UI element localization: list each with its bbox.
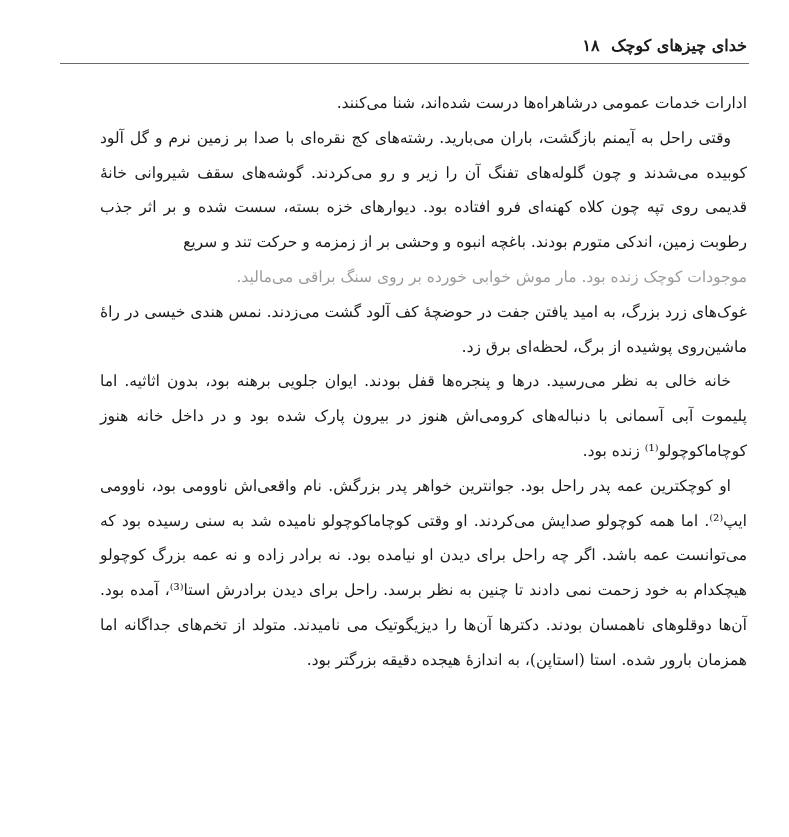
paragraph-faded: موجودات کوچک زنده بود. مار موش خوابی خورده بر روی سنگ براقی می‌مالید. <box>236 267 747 286</box>
paragraph: خانه خالی به نظر می‌رسید. درها و پنجره‌ها قفل بودند. ایوان جلویی برهنه بود، بدون اثاثیه. اما پلیموت آبی آسمانی با دنباله‌های کرومی‌اش هنوز در بیرون پارک شده بود و در داخل خانه هنوز کوچاماکوچولو⁽¹⁾ زنده بود. <box>100 372 747 460</box>
paragraph: غوک‌های زرد بزرگ، به امید یافتن جفت در حوضچهٔ کف آلود گشت می‌زدند. نمس هندی خیسی در راهٔ ماشین‌روی پوشیده از برگ، لحظه‌ای برق زد. <box>100 302 747 356</box>
paragraph: او کوچکترین عمه پدر راحل بود. جوانترین خواهر پدر بزرگش. نام واقعی‌اش ناوومی بود، ناوومی ایپ⁽²⁾. اما همه کوچولو صدایش می‌کردند. او وقتی کوچاماکوچولو نامیده شد به سنی رسیده بود که می‌توانست عمه باشد. اگر چه راحل برای دیدن او نیامده بود. نه برادر زاده و نه عمه بزرگ کوچولو هیچکدام به خود زحمت نمی دادند تا چنین به نظر برسد. راحل برای دیدن برادرش استا⁽³⁾، آمده بود. آن‌ها دوقلوهای ناهمسان بودند. دکترها آن‌ها را دیزیگوتیک می نامیدند. متولد از تخم‌های جداگانه اما همزمان بارور شده. استا (استاپن)، به اندازهٔ هیجده دقیقه بزرگتر بود. <box>100 476 747 669</box>
page-number: ۱۸ <box>582 36 600 55</box>
paragraph: وقتی راحل به آیمنم بازگشت، باران می‌بارید. رشته‌های کج نقره‌ای با صدا بر زمین نرم و گل آلود کوبیده می‌شدند و چون گلوله‌های تفنگ آن را زیر و رو می‌کردند. گوشه‌های سقف شیروانی خانهٔ قدیمی روی تپه چون کلاه کهنه‌ای فرو افتاده بود. دیوارهای خزه بسته، سست شده و بر اثر جذب رطوبت زمین، اندکی متورم بودند. باغچه انبوه و وحشی بر از زمزمه و حرکت تند و سریع <box>100 128 747 252</box>
paragraph: ادارات خدمات عمومی درشاهراه‌ها درست شده‌اند، شنا می‌کنند. <box>336 94 747 112</box>
running-header <box>582 36 747 55</box>
header-rule <box>60 63 749 64</box>
body-text <box>100 86 747 678</box>
book-title: خدای چیزهای کوچک <box>611 36 747 55</box>
